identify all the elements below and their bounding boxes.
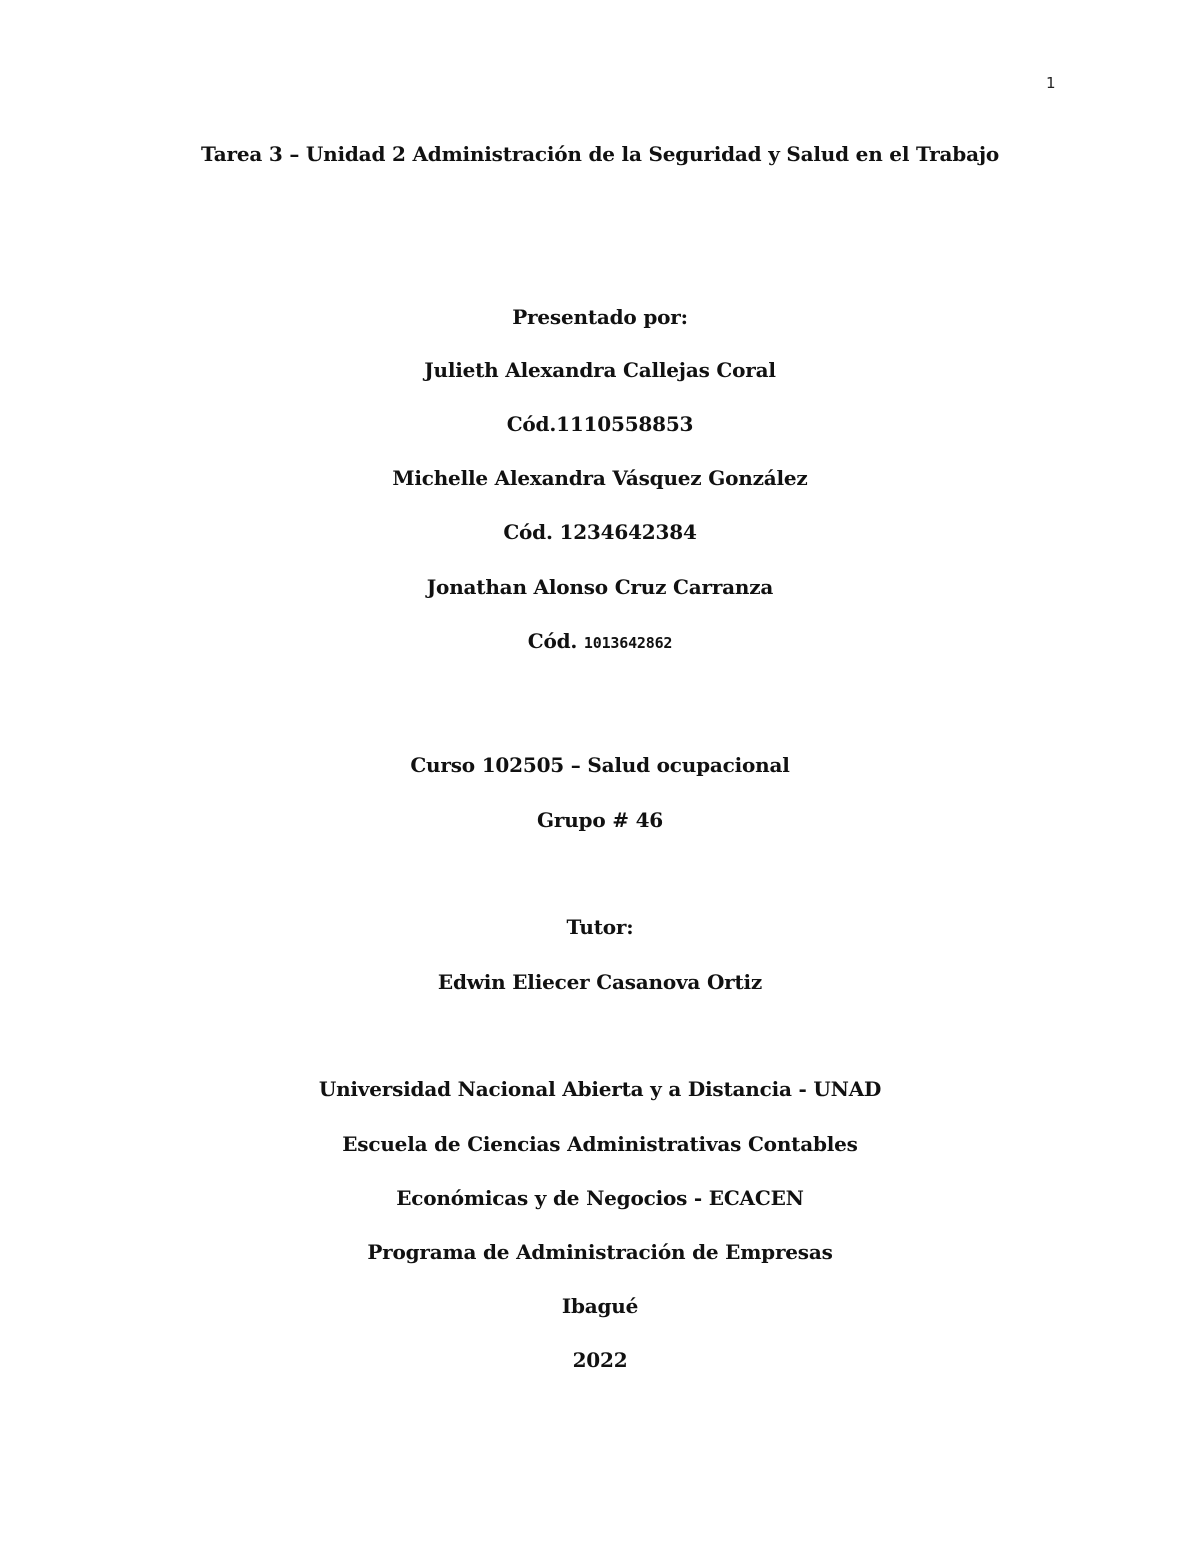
course-name: Curso 102505 – Salud ocupacional	[410, 753, 790, 777]
tutor-name: Edwin Eliecer Casanova Ortiz	[437, 970, 763, 994]
school-name-line-2: Económicas y de Negocios - ECACEN	[396, 1186, 804, 1210]
author-name-3: Jonathan Alonso Cruz Carranza	[426, 575, 774, 599]
author-code-2: Cód. 1234642384	[503, 520, 697, 544]
university-name: Universidad Nacional Abierta y a Distancia - UNAD	[318, 1077, 882, 1101]
author-code-3-number: 1013642862	[583, 634, 673, 652]
author-code-1: Cód.1110558853	[506, 412, 694, 436]
presented-by-label: Presentado por:	[512, 305, 688, 329]
program-name: Programa de Administración de Empresas	[367, 1240, 833, 1264]
author-name-2: Michelle Alexandra Vásquez González	[392, 466, 808, 490]
city: Ibagué	[561, 1294, 639, 1318]
document-title: Tarea 3 – Unidad 2 Administración de la Seguridad y Salud en el Trabajo	[200, 142, 1000, 166]
author-code-3	[0, 627, 1200, 657]
author-code-3-prefix: Cód.	[527, 629, 578, 653]
author-name-1: Julieth Alexandra Callejas Coral	[424, 358, 776, 382]
school-name-line-1: Escuela de Ciencias Administrativas Contables	[342, 1132, 858, 1156]
year: 2022	[572, 1348, 628, 1372]
course-group: Grupo # 46	[537, 808, 663, 832]
tutor-label: Tutor:	[566, 915, 634, 939]
page-number: 1	[1046, 74, 1056, 92]
